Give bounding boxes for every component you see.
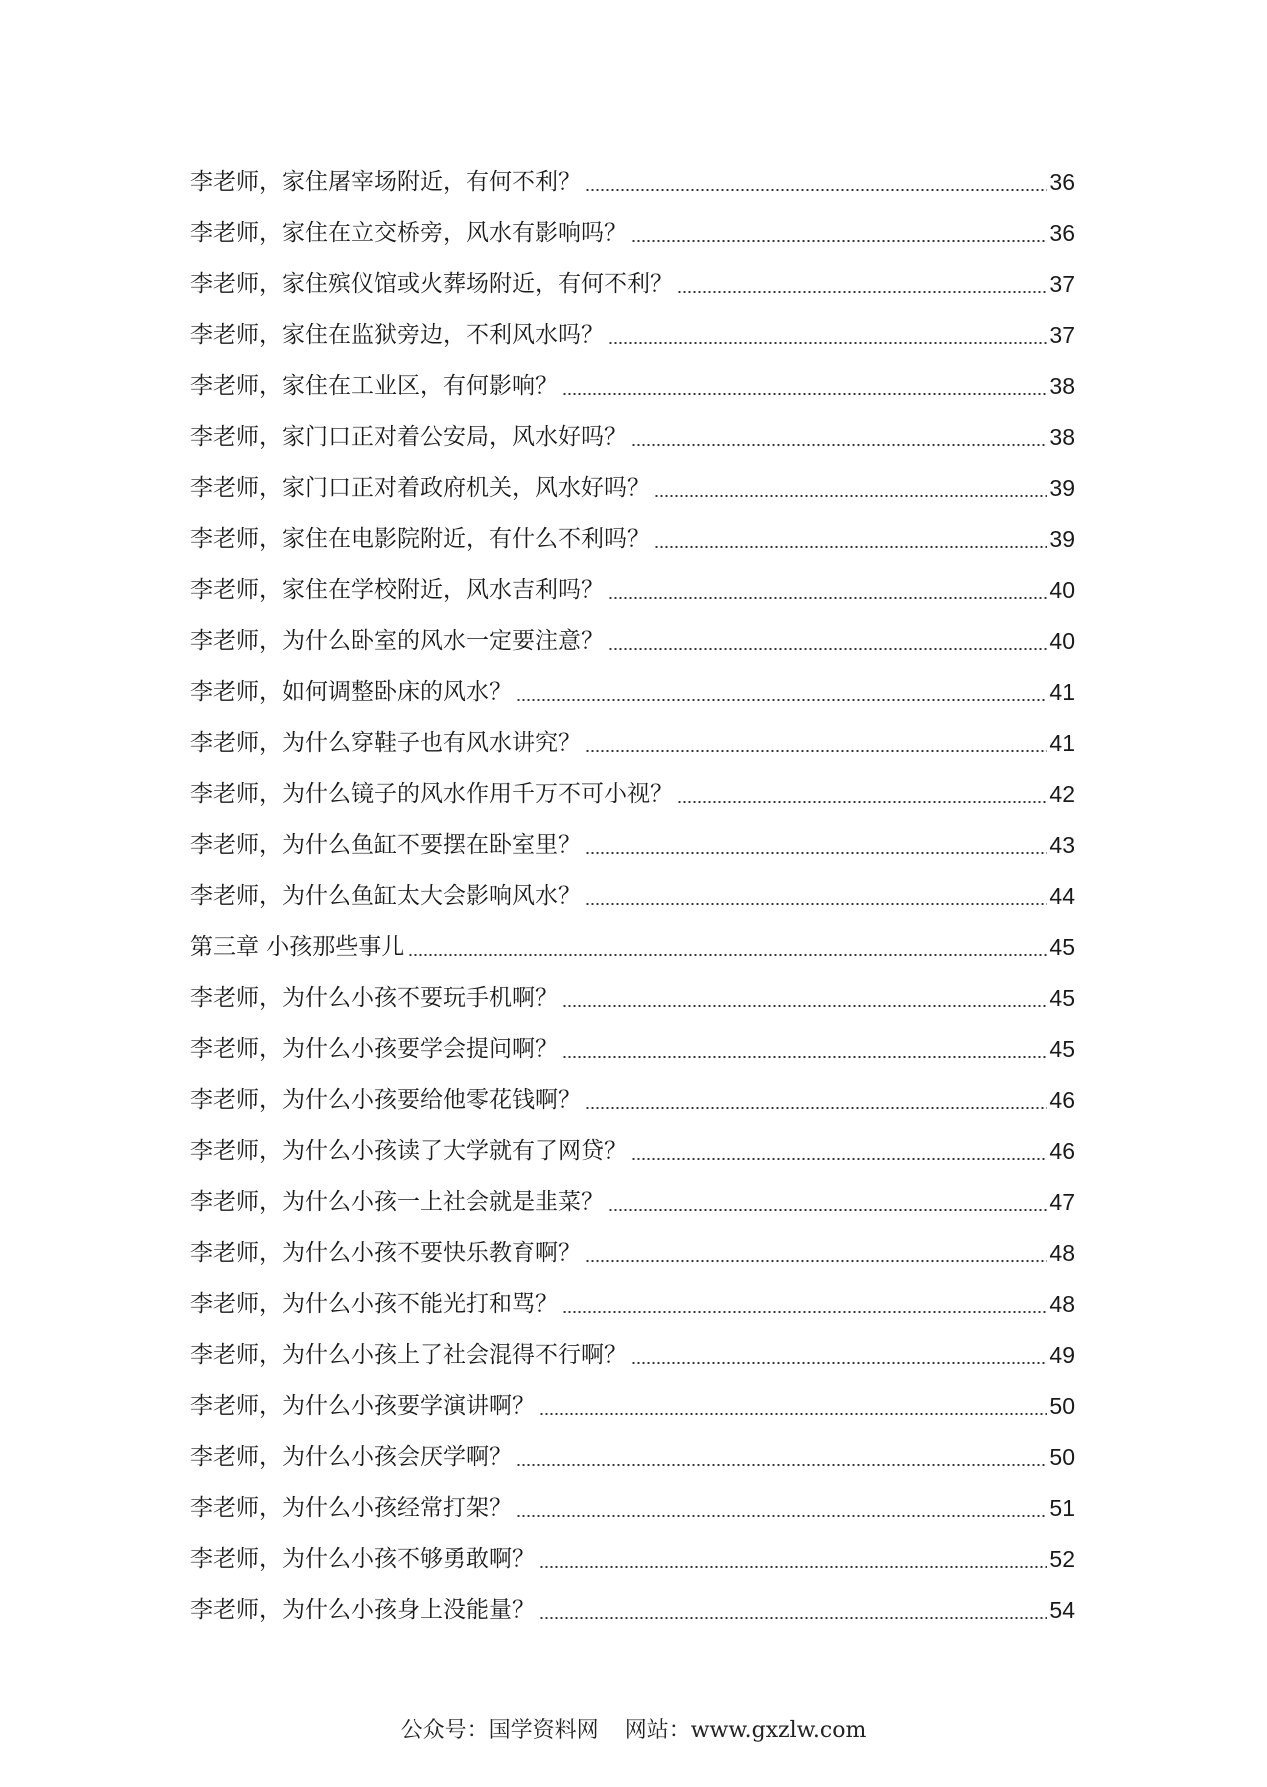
toc-entry-title: 李老师，为什么穿鞋子也有风水讲究？ bbox=[190, 730, 581, 756]
toc-entry[interactable] bbox=[190, 1330, 1075, 1381]
toc-entry-title: 李老师，为什么小孩不要快乐教育啊？ bbox=[190, 1240, 581, 1266]
toc-dot-leader bbox=[608, 1209, 1047, 1211]
toc-entry-page-number: 41 bbox=[1049, 730, 1075, 756]
toc-entry-page-number: 42 bbox=[1049, 781, 1075, 807]
toc-dot-leader bbox=[677, 291, 1047, 293]
toc-entry[interactable] bbox=[190, 412, 1075, 463]
toc-dot-leader bbox=[585, 750, 1047, 752]
toc-entry-page-number: 36 bbox=[1049, 220, 1075, 246]
toc-entry-page-number: 39 bbox=[1049, 526, 1075, 552]
toc-entry-title: 李老师，家住在监狱旁边，不利风水吗？ bbox=[190, 322, 604, 348]
toc-dot-leader bbox=[654, 546, 1047, 548]
toc-entry-page-number: 41 bbox=[1049, 679, 1075, 705]
toc-entry-title: 李老师，为什么小孩要学演讲啊？ bbox=[190, 1393, 535, 1419]
toc-entry-page-number: 44 bbox=[1049, 883, 1075, 909]
toc-entry[interactable] bbox=[190, 1177, 1075, 1228]
toc-dot-leader bbox=[585, 903, 1047, 905]
toc-entry-page-number: 52 bbox=[1049, 1546, 1075, 1572]
toc-dot-leader bbox=[631, 1362, 1047, 1364]
toc-entry-page-number: 48 bbox=[1049, 1240, 1075, 1266]
toc-entry-page-number: 49 bbox=[1049, 1342, 1075, 1368]
toc-entry[interactable] bbox=[190, 1075, 1075, 1126]
toc-entry[interactable] bbox=[190, 718, 1075, 769]
toc-dot-leader bbox=[608, 342, 1047, 344]
toc-dot-leader bbox=[562, 1005, 1047, 1007]
toc-entry-page-number: 46 bbox=[1049, 1138, 1075, 1164]
toc-dot-leader bbox=[562, 1056, 1047, 1058]
toc-entry[interactable] bbox=[190, 310, 1075, 361]
toc-dot-leader bbox=[608, 597, 1047, 599]
toc-entry-page-number: 47 bbox=[1049, 1189, 1075, 1215]
toc-dot-leader bbox=[562, 1311, 1047, 1313]
toc-dot-leader bbox=[585, 852, 1047, 854]
toc-entry-title: 李老师，如何调整卧床的风水？ bbox=[190, 679, 512, 705]
toc-entry[interactable] bbox=[190, 1024, 1075, 1075]
toc-entry-title: 李老师，为什么小孩会厌学啊？ bbox=[190, 1444, 512, 1470]
toc-entry-page-number: 51 bbox=[1049, 1495, 1075, 1521]
toc-entry-title: 李老师，为什么小孩上了社会混得不行啊？ bbox=[190, 1342, 627, 1368]
toc-entry[interactable] bbox=[190, 871, 1075, 922]
toc-entry-page-number: 37 bbox=[1049, 322, 1075, 348]
toc-dot-leader bbox=[585, 1260, 1047, 1262]
toc-entry[interactable] bbox=[190, 769, 1075, 820]
toc-entry[interactable] bbox=[190, 565, 1075, 616]
toc-dot-leader bbox=[585, 189, 1047, 191]
toc-dot-leader bbox=[608, 648, 1047, 650]
toc-entry-title: 李老师，为什么小孩要给他零花钱啊？ bbox=[190, 1087, 581, 1113]
footer-website: 网站：www.gxzlw.com bbox=[624, 1718, 867, 1743]
toc-entry-title: 李老师，家住在电影院附近，有什么不利吗？ bbox=[190, 526, 650, 552]
toc-entry-title: 李老师，为什么小孩不要玩手机啊？ bbox=[190, 985, 558, 1011]
toc-entry-title: 李老师，家住在学校附近，风水吉利吗？ bbox=[190, 577, 604, 603]
toc-entry-title: 李老师，为什么鱼缸不要摆在卧室里？ bbox=[190, 832, 581, 858]
toc-entry-page-number: 43 bbox=[1049, 832, 1075, 858]
toc-entry-page-number: 38 bbox=[1049, 373, 1075, 399]
toc-entry[interactable] bbox=[190, 1534, 1075, 1585]
toc-dot-leader bbox=[408, 954, 1047, 956]
toc-entry-title: 李老师，为什么小孩不能光打和骂？ bbox=[190, 1291, 558, 1317]
toc-entry-page-number: 50 bbox=[1049, 1444, 1075, 1470]
toc-entry-title: 第三章 小孩那些事儿 bbox=[190, 934, 405, 960]
toc-entry-title: 李老师，家住在立交桥旁，风水有影响吗？ bbox=[190, 220, 627, 246]
page-footer bbox=[0, 1713, 1267, 1744]
toc-entry[interactable] bbox=[190, 361, 1075, 412]
toc-entry-page-number: 48 bbox=[1049, 1291, 1075, 1317]
toc-entry-title: 李老师，家门口正对着公安局，风水好吗？ bbox=[190, 424, 627, 450]
toc-entry[interactable] bbox=[190, 1432, 1075, 1483]
toc-entry-title: 李老师，家住屠宰场附近，有何不利？ bbox=[190, 169, 581, 195]
toc-entry-title: 李老师，为什么鱼缸太大会影响风水？ bbox=[190, 883, 581, 909]
toc-dot-leader bbox=[631, 444, 1047, 446]
toc-dot-leader bbox=[585, 1107, 1047, 1109]
toc-entry[interactable] bbox=[190, 463, 1075, 514]
toc-dot-leader bbox=[654, 495, 1047, 497]
toc-entry-title: 李老师，为什么小孩要学会提问啊？ bbox=[190, 1036, 558, 1062]
toc-entry-title: 李老师，为什么卧室的风水一定要注意？ bbox=[190, 628, 604, 654]
toc-entry[interactable] bbox=[190, 1585, 1075, 1636]
toc-entry-title: 李老师，家门口正对着政府机关，风水好吗？ bbox=[190, 475, 650, 501]
toc-entry[interactable] bbox=[190, 820, 1075, 871]
toc-entry-title: 李老师，为什么小孩读了大学就有了网贷？ bbox=[190, 1138, 627, 1164]
toc-dot-leader bbox=[516, 1464, 1047, 1466]
toc-entry[interactable] bbox=[190, 1228, 1075, 1279]
toc-dot-leader bbox=[631, 240, 1047, 242]
toc-entry[interactable] bbox=[190, 922, 1075, 973]
toc-entry-title: 李老师，为什么小孩身上没能量？ bbox=[190, 1597, 535, 1623]
toc-dot-leader bbox=[539, 1413, 1047, 1415]
toc-entry[interactable] bbox=[190, 616, 1075, 667]
toc-entry-page-number: 50 bbox=[1049, 1393, 1075, 1419]
toc-entry[interactable] bbox=[190, 973, 1075, 1024]
toc-entry-page-number: 40 bbox=[1049, 628, 1075, 654]
toc-entry[interactable] bbox=[190, 1126, 1075, 1177]
toc-entry-page-number: 39 bbox=[1049, 475, 1075, 501]
toc-entry-title: 李老师，为什么小孩经常打架？ bbox=[190, 1495, 512, 1521]
toc-entry[interactable] bbox=[190, 259, 1075, 310]
toc-entry-page-number: 36 bbox=[1049, 169, 1075, 195]
toc-entry-page-number: 54 bbox=[1049, 1597, 1075, 1623]
toc-entry[interactable] bbox=[190, 1279, 1075, 1330]
toc-entry[interactable] bbox=[190, 1483, 1075, 1534]
toc-entry[interactable] bbox=[190, 667, 1075, 718]
toc-entry-page-number: 37 bbox=[1049, 271, 1075, 297]
toc-entry-title: 李老师，为什么小孩一上社会就是韭菜？ bbox=[190, 1189, 604, 1215]
toc-dot-leader bbox=[539, 1617, 1047, 1619]
toc-entry[interactable] bbox=[190, 208, 1075, 259]
toc-dot-leader bbox=[516, 1515, 1047, 1517]
toc-entry-title: 李老师，为什么镜子的风水作用千万不可小视？ bbox=[190, 781, 673, 807]
toc-entry-title: 李老师，家住殡仪馆或火葬场附近，有何不利？ bbox=[190, 271, 673, 297]
toc-entry[interactable] bbox=[190, 157, 1075, 208]
toc-entry[interactable] bbox=[190, 1381, 1075, 1432]
toc-entry-page-number: 40 bbox=[1049, 577, 1075, 603]
table-of-contents bbox=[190, 157, 1075, 1636]
toc-dot-leader bbox=[677, 801, 1047, 803]
toc-entry-page-number: 45 bbox=[1049, 1036, 1075, 1062]
toc-dot-leader bbox=[516, 699, 1047, 701]
toc-entry-page-number: 38 bbox=[1049, 424, 1075, 450]
toc-dot-leader bbox=[562, 393, 1047, 395]
toc-dot-leader bbox=[631, 1158, 1047, 1160]
toc-entry-page-number: 45 bbox=[1049, 985, 1075, 1011]
toc-dot-leader bbox=[539, 1566, 1047, 1568]
toc-entry-page-number: 46 bbox=[1049, 1087, 1075, 1113]
toc-entry-title: 李老师，为什么小孩不够勇敢啊？ bbox=[190, 1546, 535, 1572]
toc-entry-page-number: 45 bbox=[1049, 934, 1075, 960]
toc-entry[interactable] bbox=[190, 514, 1075, 565]
toc-entry-title: 李老师，家住在工业区，有何影响？ bbox=[190, 373, 558, 399]
footer-account: 公众号：国学资料网 bbox=[400, 1718, 599, 1743]
